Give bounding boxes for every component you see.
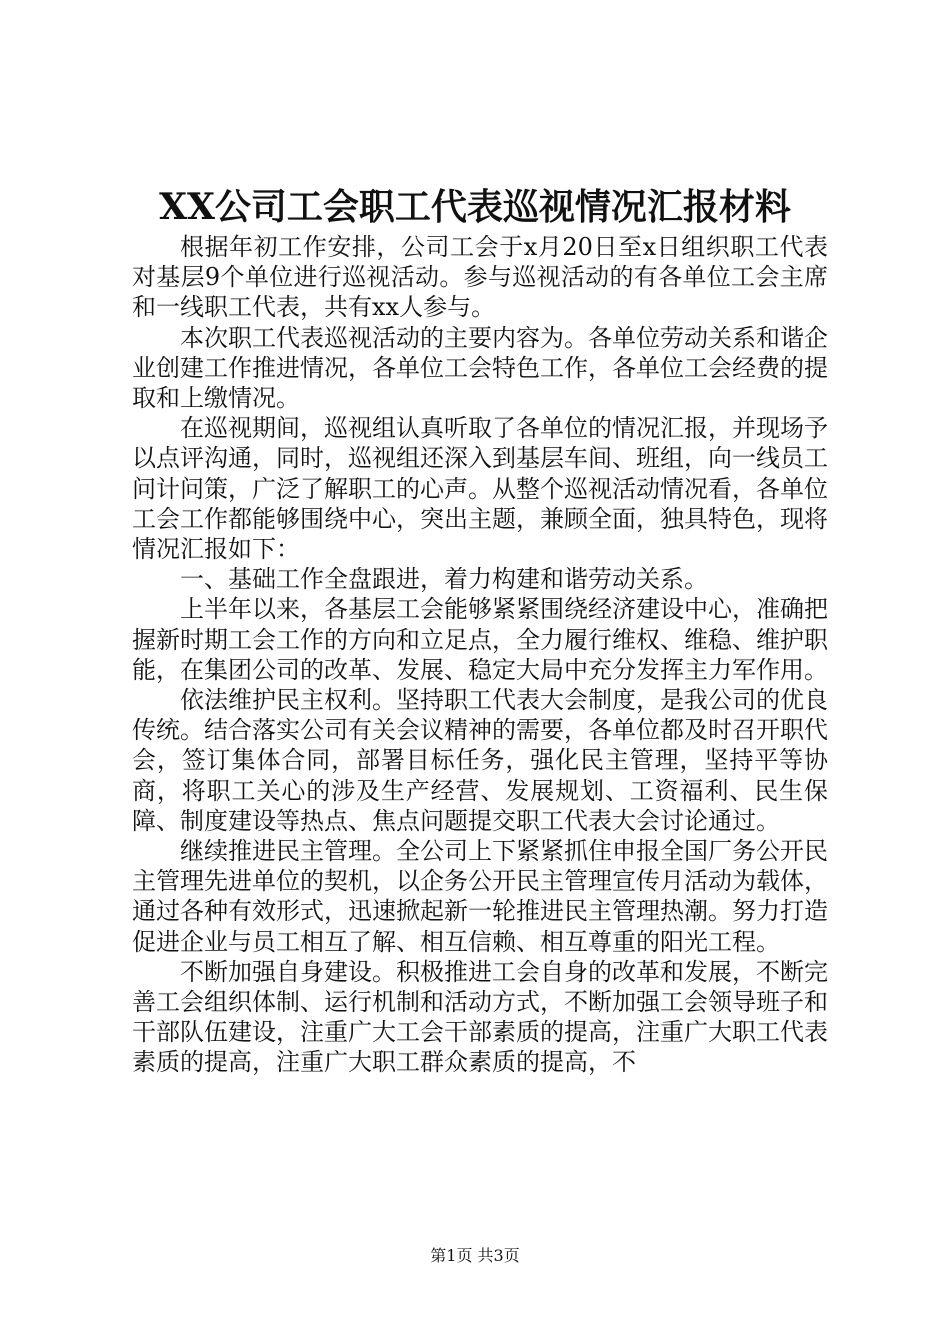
paragraph-3: 在巡视期间，巡视组认真听取了各单位的情况汇报，并现场予以点评沟通，同时，巡视组还深入到基层车间、班组，向一线员工问计问策，广泛了解职工的心声。从整个巡视活动情况看，各单位工会工作都能够围绕中心，突出主题，兼顾全面，独具特色，现将情况汇报如下：: [132, 414, 828, 564]
paragraph-6: 继续推进民主管理。全公司上下紧紧抓住申报全国厂务公开民主管理先进单位的契机，以企务公开民主管理宣传月活动为载体，通过各种有效形式，迅速掀起新一轮推进民主管理热潮。努力打造促进企业与员工相互了解、相互信赖、相互尊重的阳光工程。: [132, 837, 828, 956]
paragraph-7: 不断加强自身建设。积极推进工会自身的改革和发展，不断完善工会组织体制、运行机制和活动方式，不断加强工会领导班子和干部队伍建设，注重广大工会干部素质的提高，注重广大职工代表素质的提高，注重广大职工群众素质的提高，不: [132, 957, 828, 1077]
document-title: XX公司工会职工代表巡视情况汇报材料: [159, 186, 791, 228]
paragraph-5: 依法维护民主权利。坚持职工代表大会制度，是我公司的优良传统。结合落实公司有关会议精神的需要，各单位都及时召开职代会，签订集体合同，部署目标任务，强化民主管理，坚持平等协商，将职工关心的涉及生产经营、发展规划、工资福利、民生保障、制度建设等热点、焦点问题提交职工代表大会讨论通过。: [132, 686, 828, 835]
paragraph-4: 上半年以来，各基层工会能够紧紧围绕经济建设中心，准确把握新时期工会工作的方向和立足点，全力履行维权、维稳、维护职能，在集团公司的改革、发展、稳定大局中充分发挥主力军作用。: [132, 595, 828, 684]
section-heading-1: 一、基础工作全盘跟进，着力构建和谐劳动关系。: [180, 565, 708, 594]
paragraph-2: 本次职工代表巡视活动的主要内容为。各单位劳动关系和谐企业创建工作推进情况，各单位工会特色工作，各单位工会经费的提取和上缴情况。: [132, 323, 828, 413]
paragraph-1: 根据年初工作安排，公司工会于x月20日至x日组织职工代表对基层9个单位进行巡视活动。参与巡视活动的有各单位工会主席和一线职工代表，共有xx人参与。: [132, 233, 828, 322]
document-body: [132, 232, 828, 1078]
page-footer: 第1页 共3页: [430, 1246, 520, 1265]
